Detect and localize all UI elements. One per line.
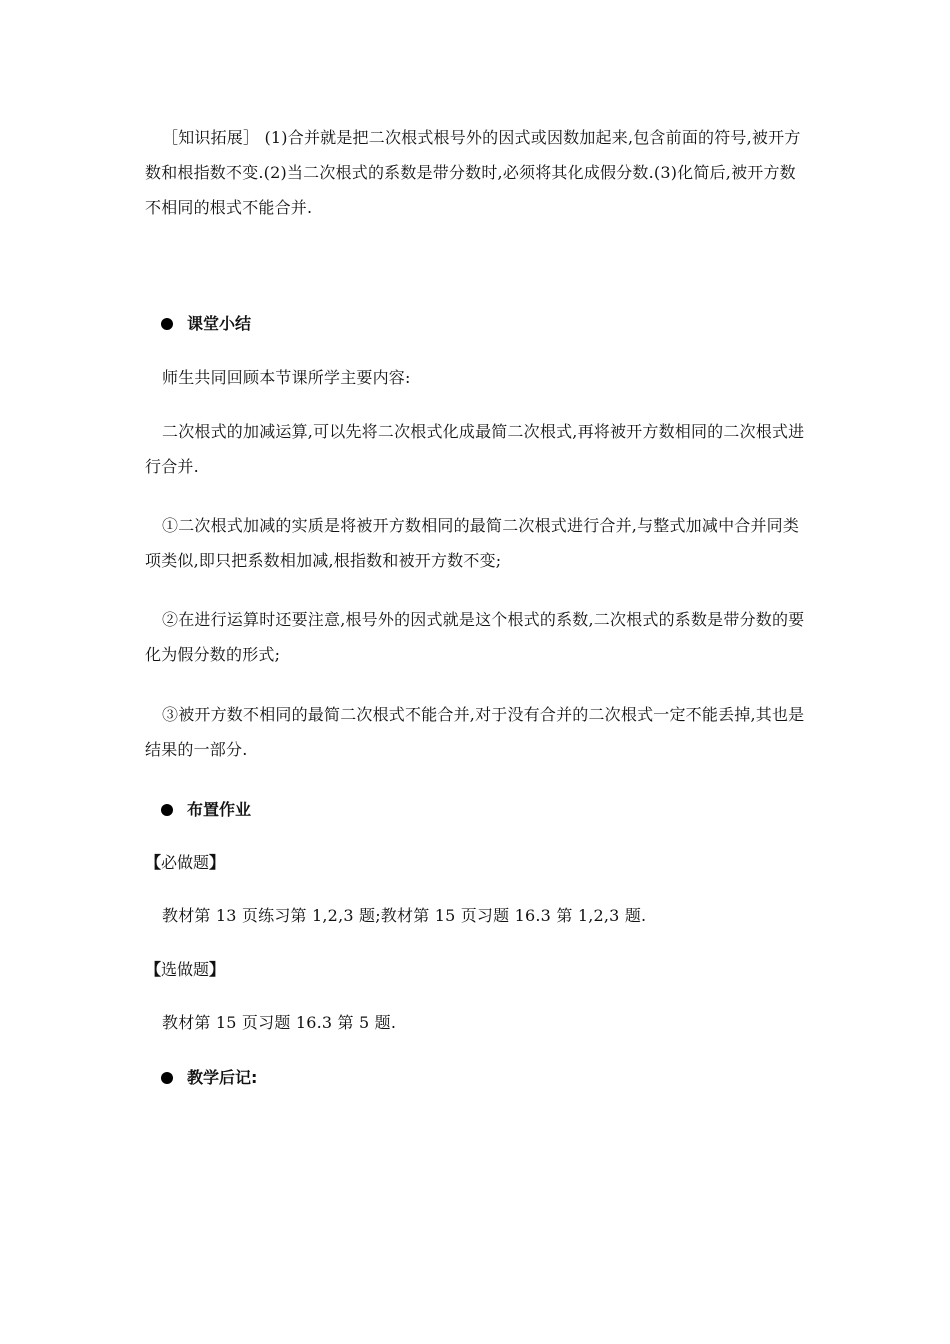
summary-point-1: ①二次根式加减的实质是将被开方数相同的最简二次根式进行合并,与整式加减中合并同类项类似,即只把系数相加减,根指数和被开方数不变; bbox=[145, 516, 800, 570]
optional-text: 教材第 15 页习题 16.3 第 5 题. bbox=[162, 1013, 397, 1032]
bullet-icon bbox=[161, 804, 173, 816]
summary-heading bbox=[161, 312, 251, 336]
optional-label-text: 选做题 bbox=[161, 960, 210, 979]
right-bracket: 】 bbox=[209, 960, 226, 979]
optional-label bbox=[145, 958, 225, 982]
bullet-icon bbox=[161, 318, 173, 330]
homework-heading bbox=[161, 798, 251, 822]
summary-point-3: ③被开方数不相同的最简二次根式不能合并,对于没有合并的二次根式一定不能丢掉,其也是结果的一部分. bbox=[145, 705, 805, 759]
summary-intro: 师生共同回顾本节课所学主要内容: bbox=[162, 368, 411, 387]
left-bracket: 【 bbox=[145, 960, 162, 979]
knowledge-extension-paragraph: ［知识拓展］ (1)合并就是把二次根式根号外的因式或因数加起来,包含前面的符号,被开方数和根指数不变.(2)当二次根式的系数是带分数时,必须将其化成假分数.(3)化简后,被开方数不相同的根式不能合并. bbox=[145, 128, 801, 217]
right-bracket: 】 bbox=[209, 853, 226, 872]
required-label-text: 必做题 bbox=[161, 853, 210, 872]
left-bracket: 【 bbox=[145, 853, 162, 872]
postscript-heading-text: 教学后记: bbox=[187, 1068, 258, 1087]
required-label bbox=[145, 851, 225, 875]
summary-point-2: ②在进行运算时还要注意,根号外的因式就是这个根式的系数,二次根式的系数是带分数的要化为假分数的形式; bbox=[145, 610, 805, 664]
summary-paragraph-1: 二次根式的加减运算,可以先将二次根式化成最简二次根式,再将被开方数相同的二次根式进行合并. bbox=[145, 422, 805, 476]
bullet-icon bbox=[161, 1072, 173, 1084]
postscript-heading bbox=[161, 1066, 257, 1090]
summary-heading-text: 课堂小结 bbox=[187, 314, 252, 333]
homework-heading-text: 布置作业 bbox=[187, 800, 252, 819]
required-text: 教材第 13 页练习第 1,2,3 题;教材第 15 页习题 16.3 第 1,2,3 题. bbox=[162, 906, 647, 925]
